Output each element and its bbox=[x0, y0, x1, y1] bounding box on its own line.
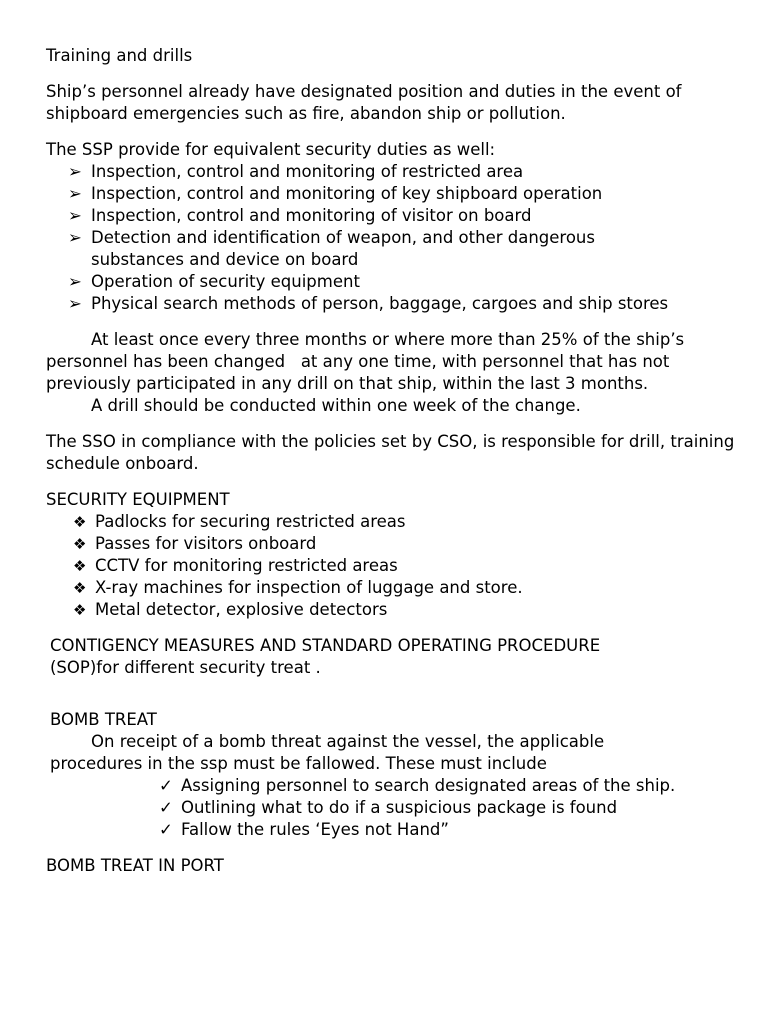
arrow-bullet-icon: ➢ bbox=[68, 272, 82, 291]
list-item: ❖ X-ray machines for inspection of luggage and store. bbox=[73, 578, 523, 597]
heading-bomb-treat-port: BOMB TREAT IN PORT bbox=[46, 856, 224, 875]
document-page bbox=[46, 45, 746, 877]
list-item: ❖ CCTV for monitoring restricted areas bbox=[73, 556, 398, 575]
diamond-bullet-icon: ❖ bbox=[73, 557, 87, 575]
equipment-list bbox=[46, 511, 746, 621]
para-ssp-intro: The SSP provide for equivalent security duties as well: bbox=[46, 140, 496, 159]
bomb-steps-list bbox=[46, 775, 746, 841]
check-bullet-icon: ✓ bbox=[159, 798, 173, 817]
para-drill-week: A drill should be conducted within one week of the change. bbox=[91, 396, 581, 415]
para-ship-personnel: Ship’s personnel already have designated position and duties in the event of shipboard emergencies such as fire, abandon ship or pollution. bbox=[46, 82, 682, 123]
diamond-bullet-icon: ❖ bbox=[73, 513, 87, 531]
heading-security-equipment: SECURITY EQUIPMENT bbox=[46, 490, 230, 509]
list-item: ➢ Detection and identification of weapon, and other dangerous substances and device on board bbox=[68, 228, 595, 269]
list-item: ✓ Fallow the rules ‘Eyes not Hand” bbox=[159, 820, 449, 839]
list-item: ➢ Inspection, control and monitoring of restricted area bbox=[68, 162, 524, 181]
arrow-bullet-icon: ➢ bbox=[68, 228, 82, 247]
arrow-bullet-icon: ➢ bbox=[68, 206, 82, 225]
list-item: ➢ Inspection, control and monitoring of key shipboard operation bbox=[68, 184, 603, 203]
arrow-bullet-icon: ➢ bbox=[68, 162, 82, 181]
heading-bomb-treat: BOMB TREAT bbox=[50, 710, 157, 729]
diamond-bullet-icon: ❖ bbox=[73, 579, 87, 597]
list-item: ❖ Passes for visitors onboard bbox=[73, 534, 317, 553]
list-item: ✓ Assigning personnel to search designated areas of the ship. bbox=[159, 776, 676, 795]
para-sso: The SSO in compliance with the policies set by CSO, is responsible for drill, training schedule onboard. bbox=[46, 432, 735, 473]
para-three-months: At least once every three months or where more than 25% of the ship’s personnel has been changed at any one time, with personnel that has not previously participated in any drill on that ship, within the last 3 months. bbox=[46, 330, 690, 393]
arrow-bullet-icon: ➢ bbox=[68, 184, 82, 203]
diamond-bullet-icon: ❖ bbox=[73, 535, 87, 553]
list-item: ➢ Inspection, control and monitoring of visitor on board bbox=[68, 206, 532, 225]
heading-training: Training and drills bbox=[46, 46, 193, 65]
check-bullet-icon: ✓ bbox=[159, 776, 173, 795]
list-item: ❖ Padlocks for securing restricted areas bbox=[73, 512, 406, 531]
heading-contingency: CONTIGENCY MEASURES AND STANDARD OPERATING PROCEDURE (SOP)for different security treat . bbox=[50, 636, 601, 677]
arrow-bullet-icon: ➢ bbox=[68, 294, 82, 313]
duties-list bbox=[46, 161, 746, 315]
list-item: ❖ Metal detector, explosive detectors bbox=[73, 600, 388, 619]
para-bomb: On receipt of a bomb threat against the vessel, the applicable procedures in the ssp must be fallowed. These must include bbox=[50, 732, 605, 773]
check-bullet-icon: ✓ bbox=[159, 820, 173, 839]
list-item: ➢ Operation of security equipment bbox=[68, 272, 360, 291]
list-item: ➢ Physical search methods of person, baggage, cargoes and ship stores bbox=[68, 294, 669, 313]
diamond-bullet-icon: ❖ bbox=[73, 601, 87, 619]
list-item: ✓ Outlining what to do if a suspicious package is found bbox=[159, 798, 618, 817]
